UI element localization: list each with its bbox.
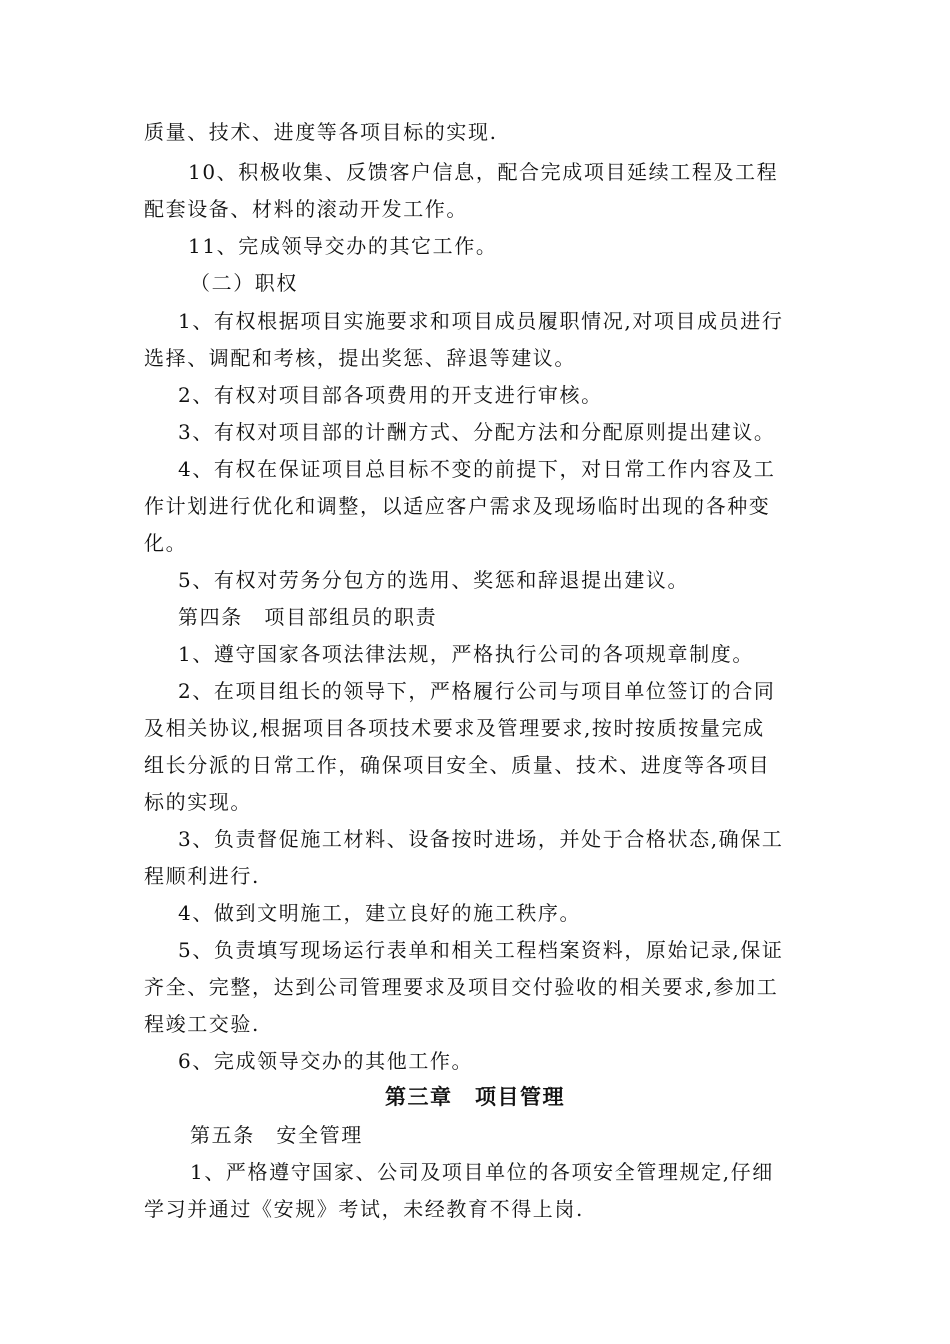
text-line: 作计划进行优化和调整，以适应客户需求及现场临时出现的各种变 — [144, 494, 771, 518]
text-line: 11、完成领导交办的其它工作。 — [188, 234, 498, 258]
text-line: 标的实现。 — [144, 790, 252, 814]
text-line: 4、做到文明施工，建立良好的施工秩序。 — [178, 901, 582, 925]
section-heading: （二）职权 — [190, 271, 298, 295]
text-line: 3、负责督促施工材料、设备按时进场，并处于合格状态,确保工 — [178, 827, 784, 851]
text-line: 1、遵守国家各项法律法规，严格执行公司的各项规章制度。 — [178, 642, 754, 666]
text-line: 2、在项目组长的领导下，严格履行公司与项目单位签订的合同 — [178, 679, 776, 703]
text-line: 6、完成领导交办的其他工作。 — [178, 1049, 474, 1073]
text-line: 程竣工交验. — [144, 1012, 260, 1036]
text-line: 3、有权对项目部的计酬方式、分配方法和分配原则提出建议。 — [178, 420, 776, 444]
text-line: 程顺利进行. — [144, 864, 260, 888]
text-line: 5、有权对劳务分包方的选用、奖惩和辞退提出建议。 — [178, 568, 690, 592]
text-line: 及相关协议,根据项目各项技术要求及管理要求,按时按质按量完成 — [144, 716, 765, 740]
article-heading: 第五条 安全管理 — [190, 1123, 363, 1147]
text-line: 2、有权对项目部各项费用的开支进行审核。 — [178, 383, 603, 407]
text-line: 10、积极收集、反馈客户信息，配合完成项目延续工程及工程 — [188, 160, 779, 184]
text-line: 1、有权根据项目实施要求和项目成员履职情况,对项目成员进行 — [178, 309, 784, 333]
text-line: 组长分派的日常工作，确保项目安全、质量、技术、进度等各项目 — [144, 753, 771, 777]
text-line: 1、严格遵守国家、公司及项目单位的各项安全管理规定,仔细 — [190, 1160, 774, 1184]
chapter-heading: 第三章 项目管理 — [385, 1085, 565, 1109]
text-line: 学习并通过《安规》考试，未经教育不得上岗. — [144, 1197, 584, 1221]
text-line: 4、有权在保证项目总目标不变的前提下，对日常工作内容及工 — [178, 457, 776, 481]
text-line: 齐全、完整，达到公司管理要求及项目交付验收的相关要求,参加工 — [144, 975, 779, 999]
text-line: 质量、技术、进度等各项目标的实现. — [144, 120, 498, 144]
text-line: 配套设备、材料的滚动开发工作。 — [144, 197, 468, 221]
text-line: 5、负责填写现场运行表单和相关工程档案资料，原始记录,保证 — [178, 938, 784, 962]
text-line: 化。 — [144, 531, 188, 555]
text-line: 选择、调配和考核，提出奖惩、辞退等建议。 — [144, 346, 576, 370]
article-heading: 第四条 项目部组员的职责 — [178, 605, 438, 629]
